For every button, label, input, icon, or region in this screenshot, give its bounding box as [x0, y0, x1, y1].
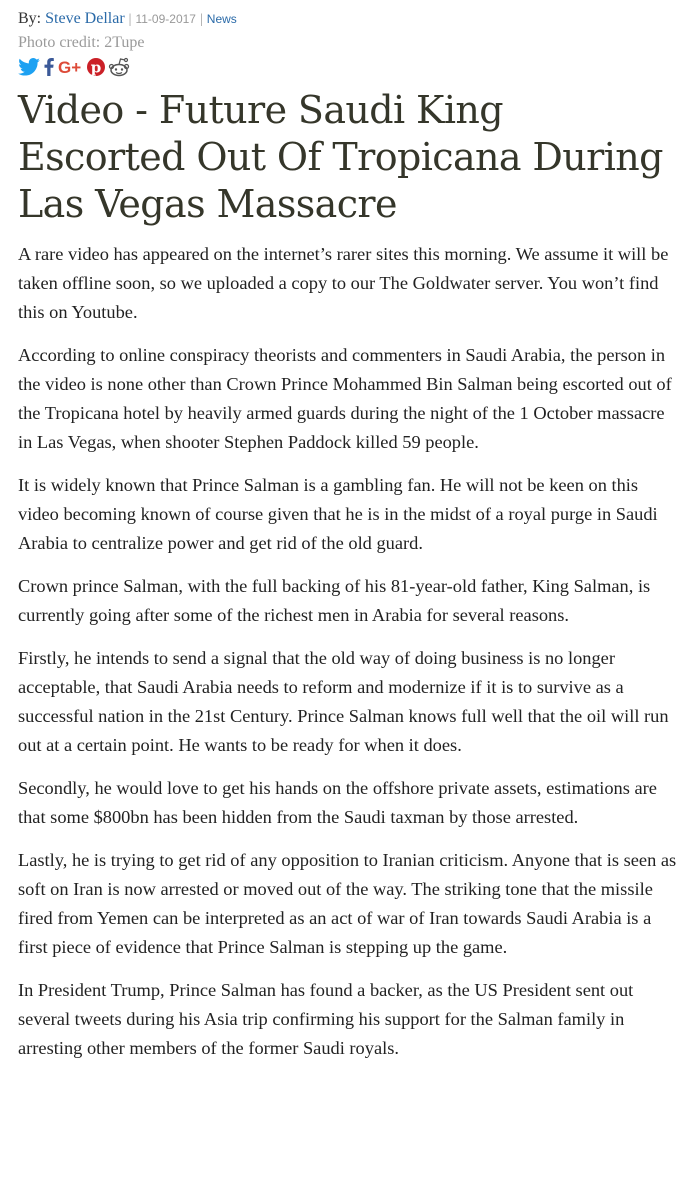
- author-link[interactable]: Steve Dellar: [45, 10, 125, 27]
- paragraph: Crown prince Salman, with the full backing of his 81-year-old father, King Salman, is currently going after some of the richest men in Arabia for several reasons.: [18, 576, 651, 625]
- paragraph: Secondly, he would love to get his hands on the offshore private assets, estimations are that some $800bn has been hidden from the Saudi taxman by those arrested.: [18, 778, 657, 827]
- reddit-icon[interactable]: [108, 57, 130, 77]
- article-title: Video - Future Saudi King Escorted Out Of Tropicana During Las Vegas Massacre: [18, 88, 663, 226]
- paragraph: Firstly, he intends to send a signal that the old way of doing business is no longer acceptable, that Saudi Arabia needs to reform and modernize if it is to survive as a successful nation in the 21st Century. Prince Salman knows full well that the oil will run out at a certain point. He wants to be ready for when it does.: [18, 648, 669, 755]
- publish-date: 11-09-2017: [135, 12, 196, 26]
- category-link[interactable]: News: [206, 12, 237, 26]
- by-label: By:: [18, 10, 42, 27]
- article: [18, 8, 680, 1077]
- facebook-icon[interactable]: [43, 58, 55, 76]
- byline-separator: |: [128, 12, 132, 27]
- photo-credit: Photo credit: 2Tupe: [18, 34, 145, 51]
- paragraph: It is widely known that Prince Salman is a gambling fan. He will not be keen on this video becoming known of course given that he is in the midst of a royal purge in Saudi Arabia to centralize power and get rid of the old guard.: [18, 475, 658, 553]
- google-plus-icon[interactable]: [58, 58, 84, 76]
- paragraph: In President Trump, Prince Salman has found a backer, as the US President sent out several tweets during his Asia trip confirming his support for the Salman family in arresting other members of the former Saudi royals.: [18, 980, 634, 1058]
- share-bar: [18, 57, 680, 77]
- paragraph: According to online conspiracy theorists and commenters in Saudi Arabia, the person in the video is none other than Crown Prince Mohammed Bin Salman being escorted out of the Tropicana hotel by heavily armed guards during the night of the 1 October massacre in Las Vegas, when shooter Stephen Paddock killed 59 people.: [18, 345, 672, 452]
- pinterest-icon[interactable]: [87, 58, 105, 76]
- svg-text:p: p: [90, 58, 102, 76]
- twitter-icon[interactable]: [18, 58, 40, 76]
- paragraph: Lastly, he is trying to get rid of any opposition to Iranian criticism. Anyone that is seen as soft on Iran is now arrested or moved out of the way. The striking tone that the missile fired from Yemen can be interpreted as an act of war of Iran towards Saudi Arabia is a first piece of evidence that Prince Salman is stepping up the game.: [18, 850, 677, 957]
- svg-text:G+: G+: [58, 58, 82, 76]
- article-body: [18, 240, 680, 1063]
- byline: [18, 8, 680, 30]
- paragraph: A rare video has appeared on the internet’s rarer sites this morning. We assume it will be taken offline soon, so we uploaded a copy to our The Goldwater server. You won’t find this on Youtube.: [18, 244, 669, 322]
- byline-separator: |: [199, 12, 203, 27]
